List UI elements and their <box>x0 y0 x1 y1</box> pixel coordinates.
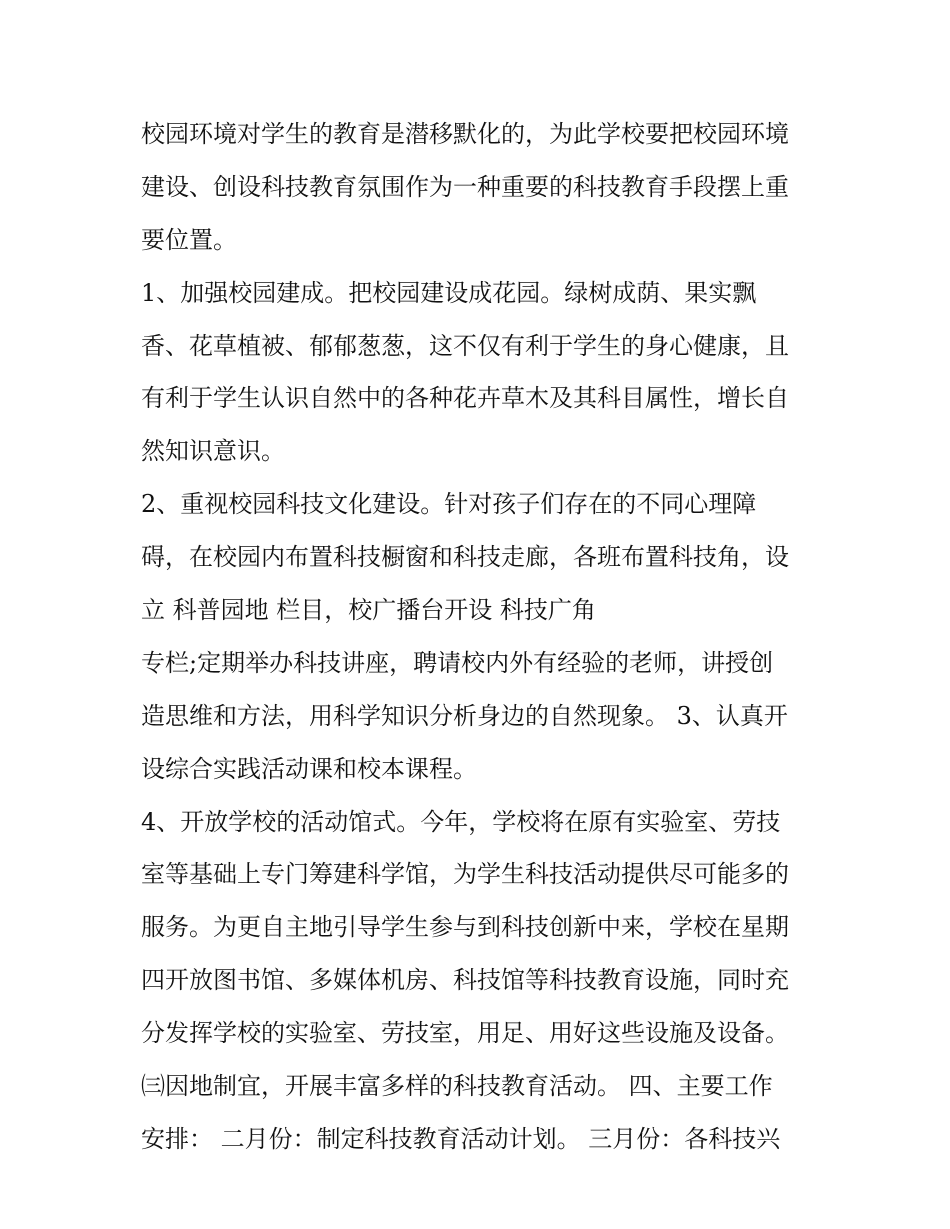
text-line: 立 科普园地 栏目，校广播台开设 科技广角 <box>141 596 596 625</box>
text-line: 专栏;定期举办科技讲座，聘请校内外有经验的老师，讲授创 <box>141 648 774 677</box>
text-line: 4、开放学校的活动馆式。今年，学校将在原有实验室、劳技 <box>141 807 781 836</box>
text-line: 安排： 二月份：制定科技教育活动计划。 三月份：各科技兴 <box>141 1124 781 1153</box>
text-line: 室等基础上专门筹建科学馆，为学生科技活动提供尽可能多的 <box>141 860 789 889</box>
text-line: 有利于学生认识自然中的各种花卉草木及其科目属性，增长自 <box>141 384 789 413</box>
text-line: 然知识意识。 <box>141 437 285 466</box>
text-line: 建设、创设科技教育氛围作为一种重要的科技教育手段摆上重 <box>141 172 789 201</box>
body-text <box>141 108 831 1166</box>
text-line: 碍，在校园内布置科技橱窗和科技走廊，各班布置科技角，设 <box>141 543 789 572</box>
text-line: 1、加强校园建成。把校园建设成花园。绿树成荫、果实飘 <box>141 278 757 307</box>
text-line: 2、重视校园科技文化建设。针对孩子们存在的不同心理障 <box>141 490 757 519</box>
text-line: 四开放图书馆、多媒体机房、科技馆等科技教育设施，同时充 <box>141 966 789 995</box>
text-line: 造思维和方法，用科学知识分析身边的自然现象。 3、认真开 <box>141 701 788 730</box>
text-line: 分发挥学校的实验室、劳技室，用足、用好这些设施及设备。 <box>141 1019 789 1048</box>
text-line: ㈢因地制宜，开展丰富多样的科技教育活动。 四、主要工作 <box>141 1072 773 1101</box>
text-line: 设综合实践活动课和校本课程。 <box>141 754 477 783</box>
text-line: 服务。为更自主地引导学生参与到科技创新中来，学校在星期 <box>141 913 789 942</box>
text-line: 要位置。 <box>141 225 237 254</box>
text-line: 香、花草植被、郁郁葱葱，这不仅有利于学生的身心健康，且 <box>141 331 789 360</box>
text-line: 校园环境对学生的教育是潜移默化的，为此学校要把校园环境 <box>141 120 789 148</box>
